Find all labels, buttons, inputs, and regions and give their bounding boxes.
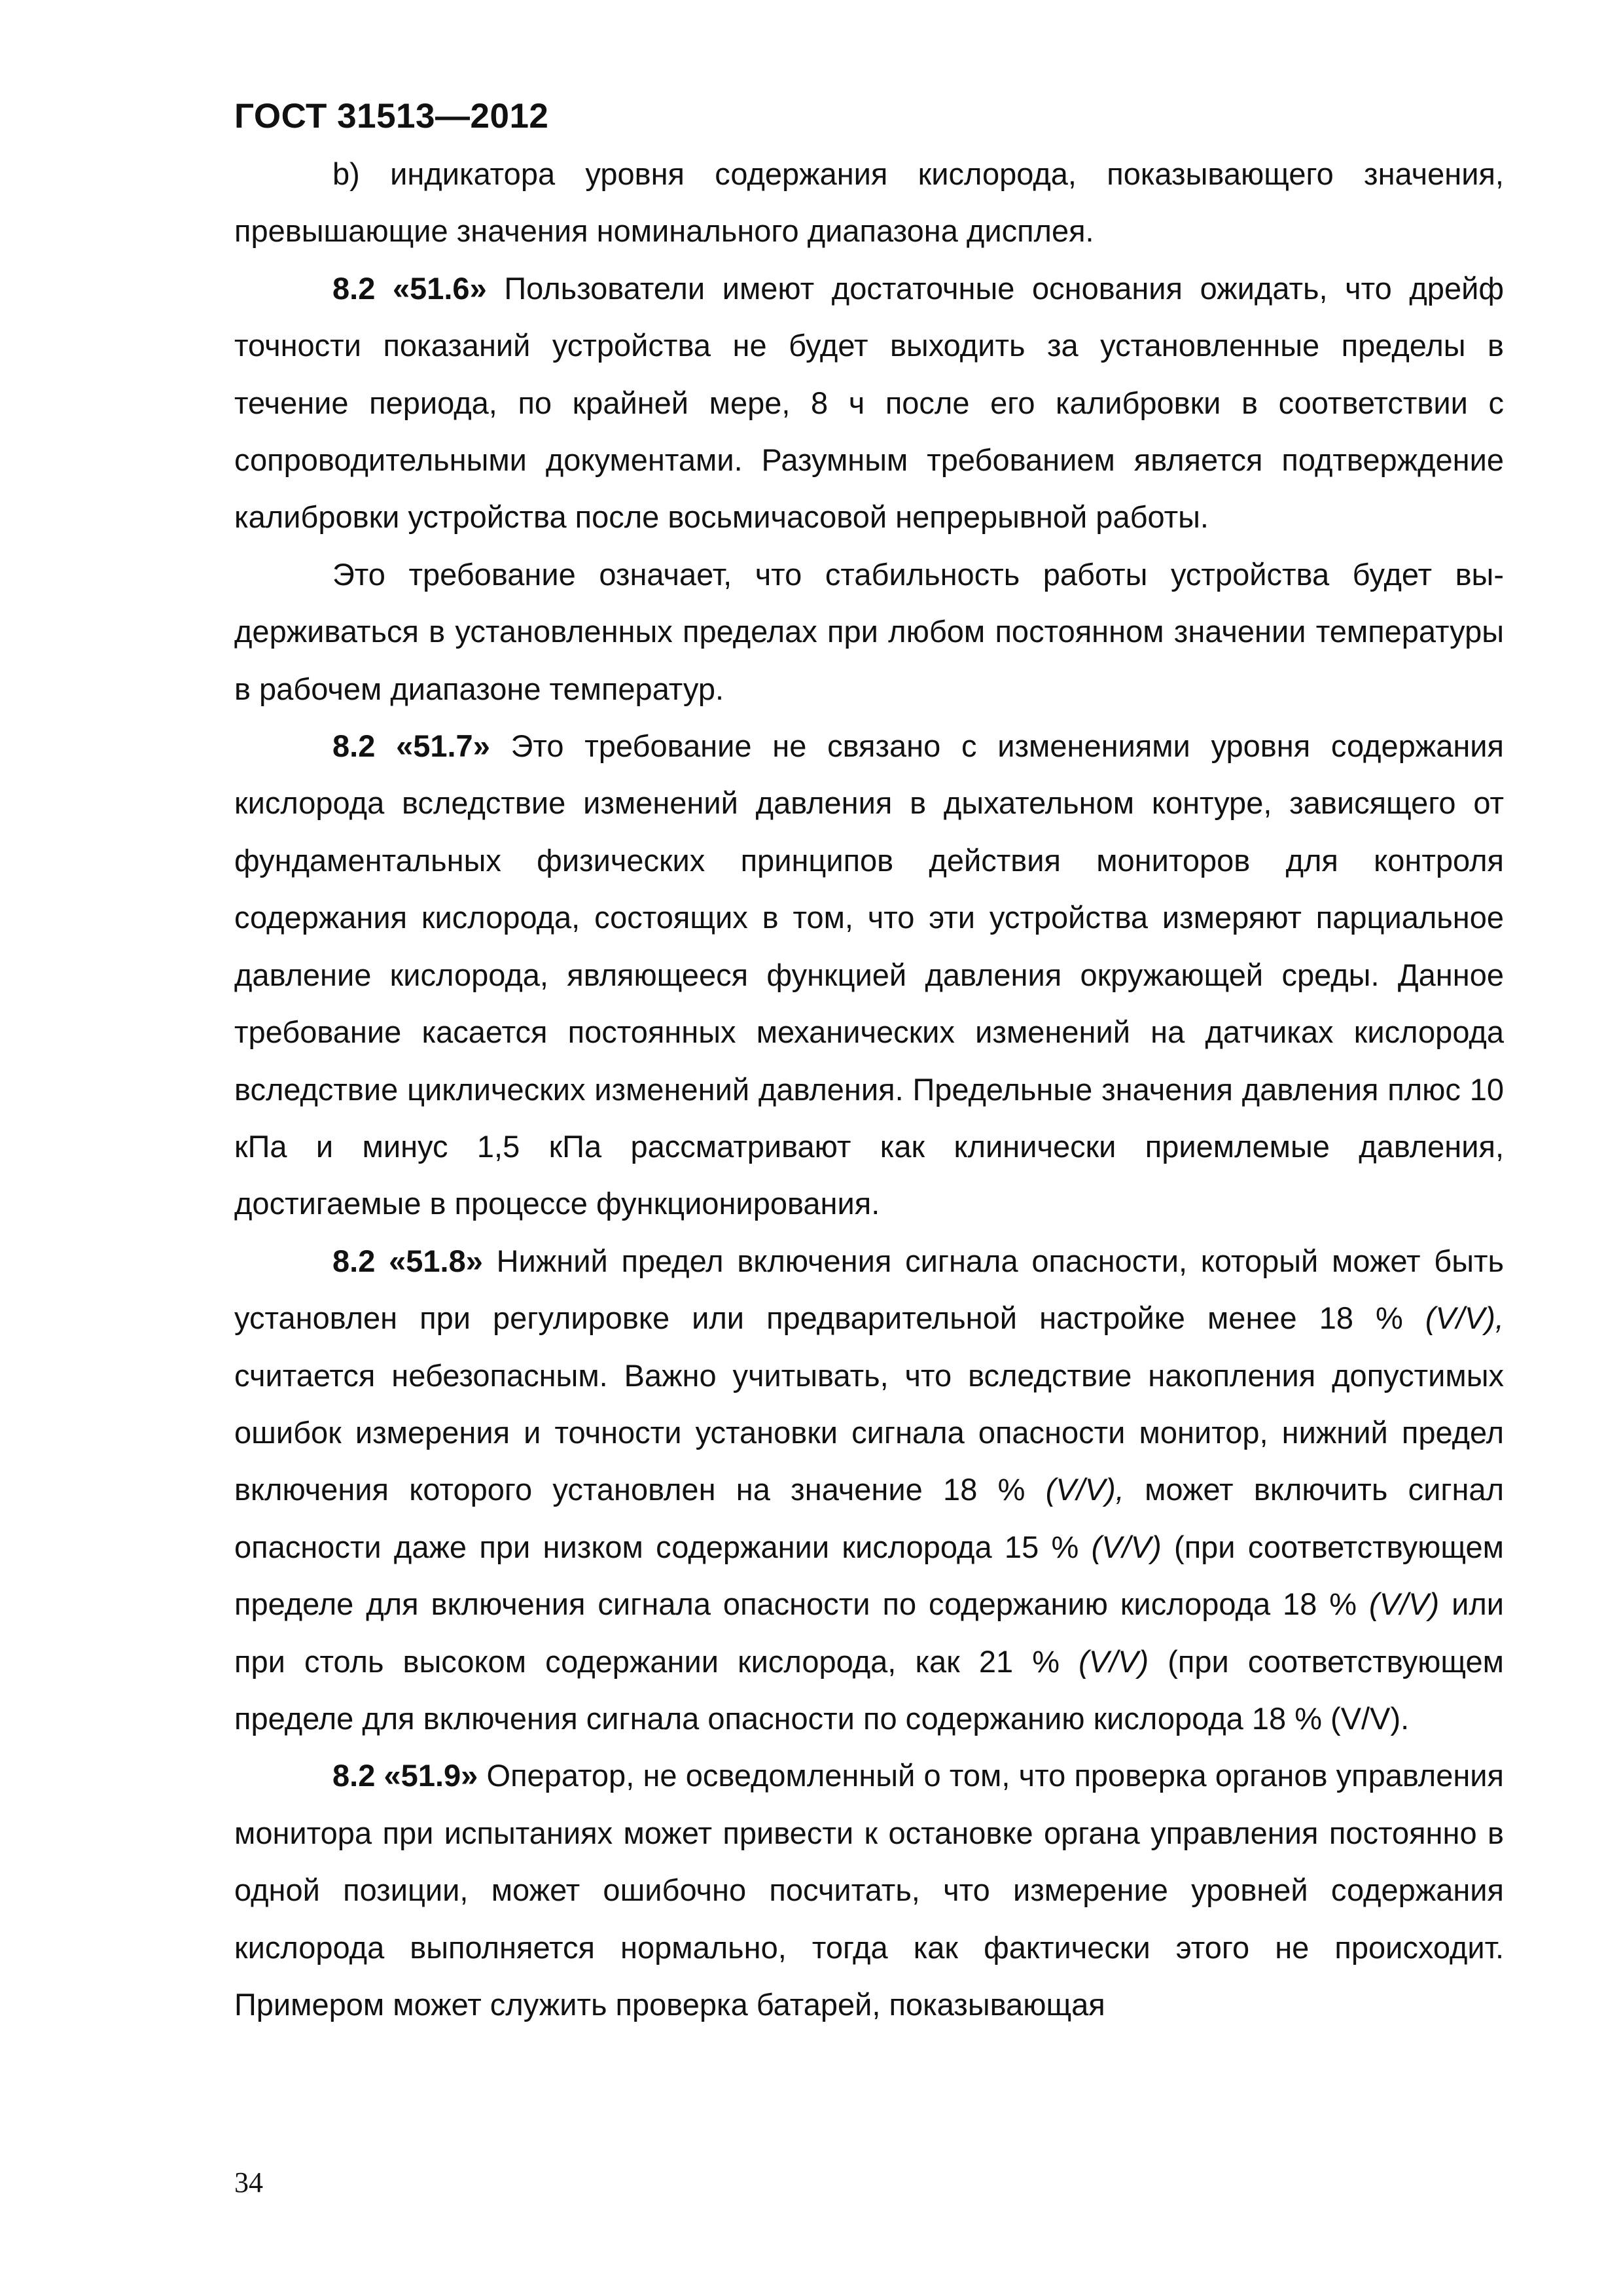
paragraph-text: Это требование означает, что стабильность работы устройства будет выдерживаться в установленных пределах при любом постоянном значении температуры в рабочем диапазоне температур.: [234, 556, 1504, 706]
paragraph-51-8: [234, 1232, 1504, 1748]
page-number: 34: [234, 2166, 263, 2198]
paragraph-item-b: [234, 145, 1504, 260]
paragraph-51-7: [234, 717, 1504, 1232]
paragraph-text: b) индикатора уровня содержания кислорода, показывающего значения, превышающие значения номинального диапазона дисплея.: [234, 156, 1504, 249]
paragraph-51-9: [234, 1747, 1504, 2033]
paragraph-text: считается небезопасным. Важно учитывать, что вследствие накопления допустимых ошибок измерения и точности установки сигнала опасности монитор, нижний предел включения которого установлен на значение 18 %: [234, 1357, 1504, 1507]
paragraph-text: Нижний предел включения сигнала опасности, который может быть установлен при регулировке или предварительной настройке менее 18 %: [234, 1243, 1504, 1336]
section-reference: 8.2 «51.7»: [332, 728, 490, 764]
unit-notation: (V/V): [1079, 1643, 1149, 1679]
paragraph-text: (при соответствующем пределе для включения сигнала опасности по содержанию кислорода 18 %: [234, 1529, 1504, 1622]
unit-notation: (V/V): [1091, 1529, 1162, 1564]
paragraph-stability: [234, 546, 1504, 717]
section-reference: 8.2 «51.6»: [332, 270, 487, 306]
section-reference: 8.2 «51.8»: [332, 1243, 483, 1278]
paragraph-text: Пользователи имеют достаточные основания ожидать, что дрейф точности показаний устройства не будет выходить за установленные пределы в течение периода, по крайней мере, 8 ч после его калибровки в соответствии с сопроводительными документами. Разумным требованием является подтверждение калибровки устройства после восьмичасовой непрерывной работы.: [234, 270, 1505, 535]
document-header: ГОСТ 31513—2012: [234, 97, 549, 135]
unit-notation: (V/V): [1369, 1587, 1440, 1622]
body-text: [234, 145, 1504, 2033]
unit-notation: (V/V),: [1045, 1472, 1124, 1507]
paragraph-text: Оператор, не осведомленный о том, что проверка органов управления монитора при испытаниях может привести к остановке органа управления постоянно в одной позиции, может ошибочно посчитать, что измерение уровней содержания кислорода выполняется нормально, тогда как фактически этого не происходит. Примером может служить проверка батарей, показывающая: [234, 1758, 1504, 2022]
section-reference: 8.2 «51.9»: [332, 1758, 478, 1793]
paragraph-text: может включить сигнал опасности даже при низком содержании кислорода 15 %: [234, 1472, 1504, 1564]
paragraph-text: (при соответствующем пределе для включения сигнала опасности по содержанию кислорода 18 % (V/V).: [234, 1643, 1504, 1736]
paragraph-text: или при столь высоком содержании кислорода, как 21 %: [234, 1587, 1504, 1679]
paragraph-text: Это требование не связано с изменениями уровня содержания кислорода вследствие изменений давления в дыхательном контуре, зависящего от фундаментальных физических принципов действия мониторов для контроля содержания кислорода, состоящих в том, что эти устройства измеряют парциальное давление кислорода, являющееся функцией давления окружающей среды. Данное требование касается постоянных механических изменений на датчиках кислорода вследствие циклических изменений давления. Предельные значения давления плюс 10 кПа и минус 1,5 кПа рассматривают как клинически приемлемые давления, достигаемые в процессе функционирования.: [234, 728, 1504, 1221]
unit-notation: (V/V),: [1425, 1300, 1504, 1336]
paragraph-51-6: [234, 260, 1504, 546]
